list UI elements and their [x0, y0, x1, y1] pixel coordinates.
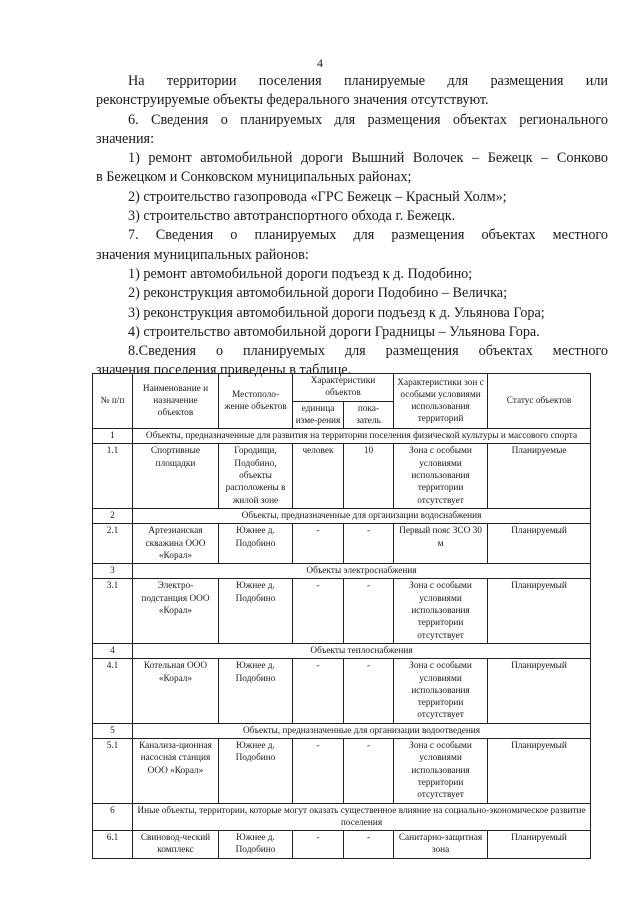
table-section-row	[93, 803, 591, 831]
row-name: Спортивные площадки	[133, 444, 219, 508]
row-status: Планируемые	[488, 444, 591, 508]
local-item-2: 2) реконструкция автомобильной дороги Подобино – Величка;	[128, 285, 508, 302]
section-number: 6	[93, 803, 133, 831]
table-section-row	[93, 508, 591, 523]
row-status: Планируемый	[488, 739, 591, 803]
row-name: Котельная ООО «Корал»	[133, 659, 219, 723]
section-title: Объекты, предназначенные для организации водоотведения	[133, 723, 591, 738]
section-title: Объекты теплоснабжения	[133, 643, 591, 658]
row-name: Свиновод-ческий комплекс	[133, 831, 219, 859]
row-unit: -	[293, 659, 344, 723]
local-item-3: 3) реконструкция автомобильной дороги подъезд к д. Ульянова Гора;	[128, 304, 545, 321]
header-unit: единица изме-рения	[293, 401, 344, 429]
table-row	[93, 659, 591, 723]
row-num: 2.1	[93, 524, 133, 564]
row-num: 3.1	[93, 579, 133, 643]
header-name: Наименование и назначение объектов	[133, 374, 219, 429]
section-title: Иные объекты, территории, которые могут оказать существенное влияние на социально-экономическое развитие поселения	[133, 803, 591, 831]
row-indicator: 10	[344, 444, 394, 508]
paragraph-local-line2: значения муниципальных районов:	[96, 246, 309, 263]
local-item-1: 1) ремонт автомобильной дороги подъезд к д. Подобино;	[128, 265, 473, 282]
section-number: 5	[93, 723, 133, 738]
table-row	[93, 831, 591, 859]
section-title: Объекты электроснабжения	[133, 564, 591, 579]
row-zone: Санитарно-защитная зона	[394, 831, 488, 859]
section-number: 2	[93, 508, 133, 523]
row-unit: -	[293, 579, 344, 643]
regional-item-1-line1: 1) ремонт автомобильной дороги Вышний Волочек – Бежецк – Сонково	[128, 150, 608, 167]
regional-item-2: 2) строительство газопровода «ГРС Бежецк – Красный Холм»;	[128, 188, 507, 205]
planned-objects-table	[92, 373, 591, 859]
row-zone: Зона с особыми условиями использования территории отсутствует	[394, 444, 488, 508]
paragraph-federal-line2: реконструируемые объекты федерального значения отсутствуют.	[96, 92, 489, 109]
row-unit: -	[293, 739, 344, 803]
row-num: 5.1	[93, 739, 133, 803]
table-section-row	[93, 723, 591, 738]
section-number: 4	[93, 643, 133, 658]
section-number: 1	[93, 429, 133, 444]
row-unit: -	[293, 524, 344, 564]
row-num: 1.1	[93, 444, 133, 508]
row-location: Южнее д. Подобино	[219, 579, 293, 643]
table-header-row	[93, 374, 591, 402]
row-status: Планируемый	[488, 659, 591, 723]
header-location: Местополо-жение объектов	[219, 374, 293, 429]
row-status: Планируемый	[488, 524, 591, 564]
row-indicator: -	[344, 831, 394, 859]
row-name: Артезианская скважина ООО «Корал»	[133, 524, 219, 564]
header-indicator: пока-затель	[344, 401, 394, 429]
paragraph-local-line1: 7. Сведения о планируемых для размещения объектах местного	[128, 227, 608, 244]
row-zone: Зона с особыми условиями использования территории отсутствует	[394, 739, 488, 803]
section-title: Объекты, предназначенные для развития на территории поселения физической культуры и массового спорта	[133, 429, 591, 444]
row-status: Планируемый	[488, 831, 591, 859]
row-name: Канализа-ционная насосная станция ООО «Корал»	[133, 739, 219, 803]
row-location: Городищи, Подобино, объекты расположены в жилой зоне	[219, 444, 293, 508]
row-indicator: -	[344, 739, 394, 803]
paragraph-regional-line2: значения:	[96, 130, 155, 147]
section-title: Объекты, предназначенные для организации водоснабжения	[133, 508, 591, 523]
row-unit: -	[293, 831, 344, 859]
row-name: Электро-подстанция ООО «Корал»	[133, 579, 219, 643]
regional-item-3: 3) строительство автотранспортного обхода г. Бежецк.	[128, 208, 456, 225]
table-row	[93, 524, 591, 564]
header-zones: Характеристики зон с особыми условиями использования территорий	[394, 374, 488, 429]
table-section-row	[93, 643, 591, 658]
row-zone: Зона с особыми условиями использования территории отсутствует	[394, 579, 488, 643]
row-num: 4.1	[93, 659, 133, 723]
row-zone: Зона с особыми условиями использования территории отсутствует	[394, 659, 488, 723]
paragraph-settlement-line2: значения поселения приведены в таблице.	[96, 362, 352, 379]
paragraph-regional-line1: 6. Сведения о планируемых для размещения объектах регионального	[128, 111, 608, 128]
header-characteristics: Характеристики объектов	[293, 374, 394, 402]
section-number: 3	[93, 564, 133, 579]
row-num: 6.1	[93, 831, 133, 859]
table-row	[93, 739, 591, 803]
table-section-row	[93, 429, 591, 444]
row-indicator: -	[344, 659, 394, 723]
row-location: Южнее д. Подобино	[219, 524, 293, 564]
row-status: Планируемый	[488, 579, 591, 643]
table-section-row	[93, 564, 591, 579]
regional-item-1-line2: в Бежецком и Сонковском муниципальных районах;	[96, 169, 412, 186]
row-zone: Первый пояс ЗСО 30 м	[394, 524, 488, 564]
row-location: Южнее д. Подобино	[219, 739, 293, 803]
page-number: 4	[317, 56, 323, 70]
row-location: Южнее д. Подобино	[219, 831, 293, 859]
body-text	[96, 72, 608, 381]
table-row	[93, 579, 591, 643]
paragraph-federal-line1: На территории поселения планируемые для размещения или	[128, 73, 608, 89]
row-unit: человек	[293, 444, 344, 508]
table-row	[93, 444, 591, 508]
row-location: Южнее д. Подобино	[219, 659, 293, 723]
header-num: № п/п	[93, 374, 133, 429]
paragraph-settlement-line1: 8.Сведения о планируемых для размещения объектах местного	[128, 343, 608, 360]
row-indicator: -	[344, 524, 394, 564]
local-item-4: 4) строительство автомобильной дороги Градницы – Ульянова Гора.	[128, 323, 540, 340]
header-status: Статус объектов	[488, 374, 591, 429]
row-indicator: -	[344, 579, 394, 643]
